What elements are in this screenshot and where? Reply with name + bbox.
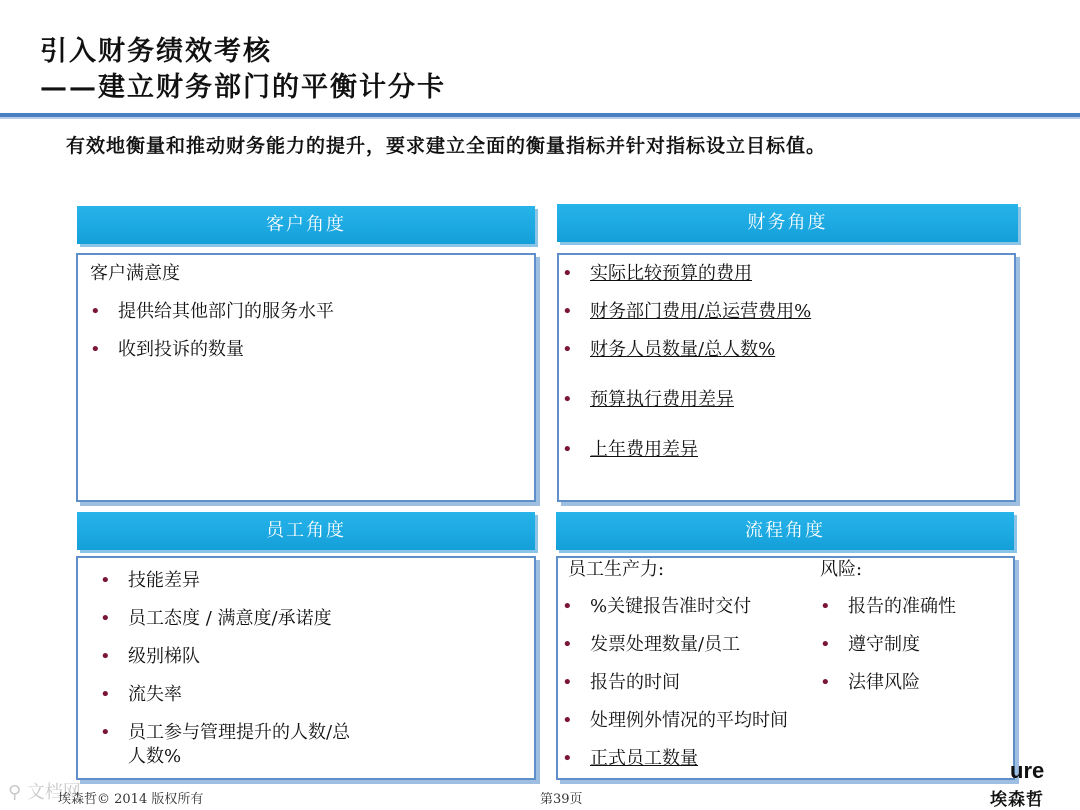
copyright-text: 埃森哲© 2014 版权所有 — [58, 792, 204, 807]
bullet-icon: • — [820, 596, 831, 617]
customer-box — [76, 253, 536, 502]
bullet-icon: • — [562, 439, 573, 460]
employee-item: 流失率 — [128, 684, 182, 705]
bullet-icon: • — [562, 389, 573, 410]
title-line-2: ——建立财务部门的平衡计分卡 — [40, 72, 446, 103]
finance-item: 上年费用差异 — [590, 439, 698, 460]
bullet-icon: • — [90, 301, 101, 322]
page-number: 第39页 — [540, 792, 583, 807]
risk-item: 报告的准确性 — [848, 596, 956, 617]
accenture-logo-cn: 埃森哲 — [990, 790, 1044, 810]
bullet-icon: • — [562, 748, 573, 769]
bullet-icon: • — [562, 672, 573, 693]
customer-heading: 客户满意度 — [90, 263, 180, 284]
intro-text: 有效地衡量和推动财务能力的提升，要求建立全面的衡量指标并针对指标设立目标值。 — [66, 135, 827, 157]
finance-header: 财务角度 — [557, 204, 1018, 242]
process-header: 流程角度 — [556, 512, 1014, 550]
productivity-item: 发票处理数量/员工 — [590, 634, 741, 655]
bullet-icon: • — [562, 596, 573, 617]
productivity-heading: 员工生产力: — [568, 559, 665, 580]
bullet-icon: • — [562, 634, 573, 655]
employee-item: 级别梯队 — [128, 646, 200, 667]
finance-item: 财务人员数量/总人数% — [590, 339, 776, 360]
finance-item: 财务部门费用/总运营费用% — [590, 301, 812, 322]
productivity-item: %关键报告准时交付 — [590, 596, 752, 617]
employee-header: 员工角度 — [77, 512, 535, 550]
bullet-icon: • — [100, 722, 111, 743]
productivity-item: 正式员工数量 — [590, 748, 698, 769]
risk-item: 遵守制度 — [848, 634, 920, 655]
risk-heading: 风险: — [820, 559, 863, 580]
bullet-icon: • — [90, 339, 101, 360]
productivity-item: 处理例外情况的平均时间 — [590, 710, 788, 731]
accenture-logo: ure — [1010, 758, 1045, 783]
bullet-icon: • — [100, 646, 111, 667]
page-title — [40, 34, 446, 106]
bullet-icon: • — [100, 608, 111, 629]
customer-item: 收到投诉的数量 — [118, 339, 244, 360]
finance-item: 实际比较预算的费用 — [590, 263, 752, 284]
bullet-icon: • — [562, 301, 573, 322]
watermark-icon: ⚲ — [8, 782, 22, 803]
employee-item: 员工态度 / 满意度/承诺度 — [128, 608, 332, 629]
title-divider-shadow — [0, 117, 1080, 119]
bullet-icon: • — [100, 684, 111, 705]
watermark-label: 文档网 — [26, 782, 81, 803]
bullet-icon: • — [100, 570, 111, 591]
bullet-icon: • — [562, 339, 573, 360]
bullet-icon: • — [562, 710, 573, 731]
finance-item: 预算执行费用差异 — [590, 389, 734, 410]
bullet-icon: • — [820, 672, 831, 693]
customer-item: 提供给其他部门的服务水平 — [118, 301, 334, 322]
bullet-icon: • — [562, 263, 573, 284]
finance-box — [557, 253, 1016, 502]
title-line-1: 引入财务绩效考核 — [40, 36, 272, 67]
bullet-icon: • — [820, 634, 831, 655]
risk-item: 法律风险 — [848, 672, 920, 693]
employee-item: 员工参与管理提升的人数/总 — [128, 722, 351, 743]
productivity-item: 报告的时间 — [590, 672, 680, 693]
customer-header: 客户角度 — [77, 206, 535, 244]
employee-item-continued: 人数% — [128, 746, 182, 767]
employee-item: 技能差异 — [128, 570, 200, 591]
